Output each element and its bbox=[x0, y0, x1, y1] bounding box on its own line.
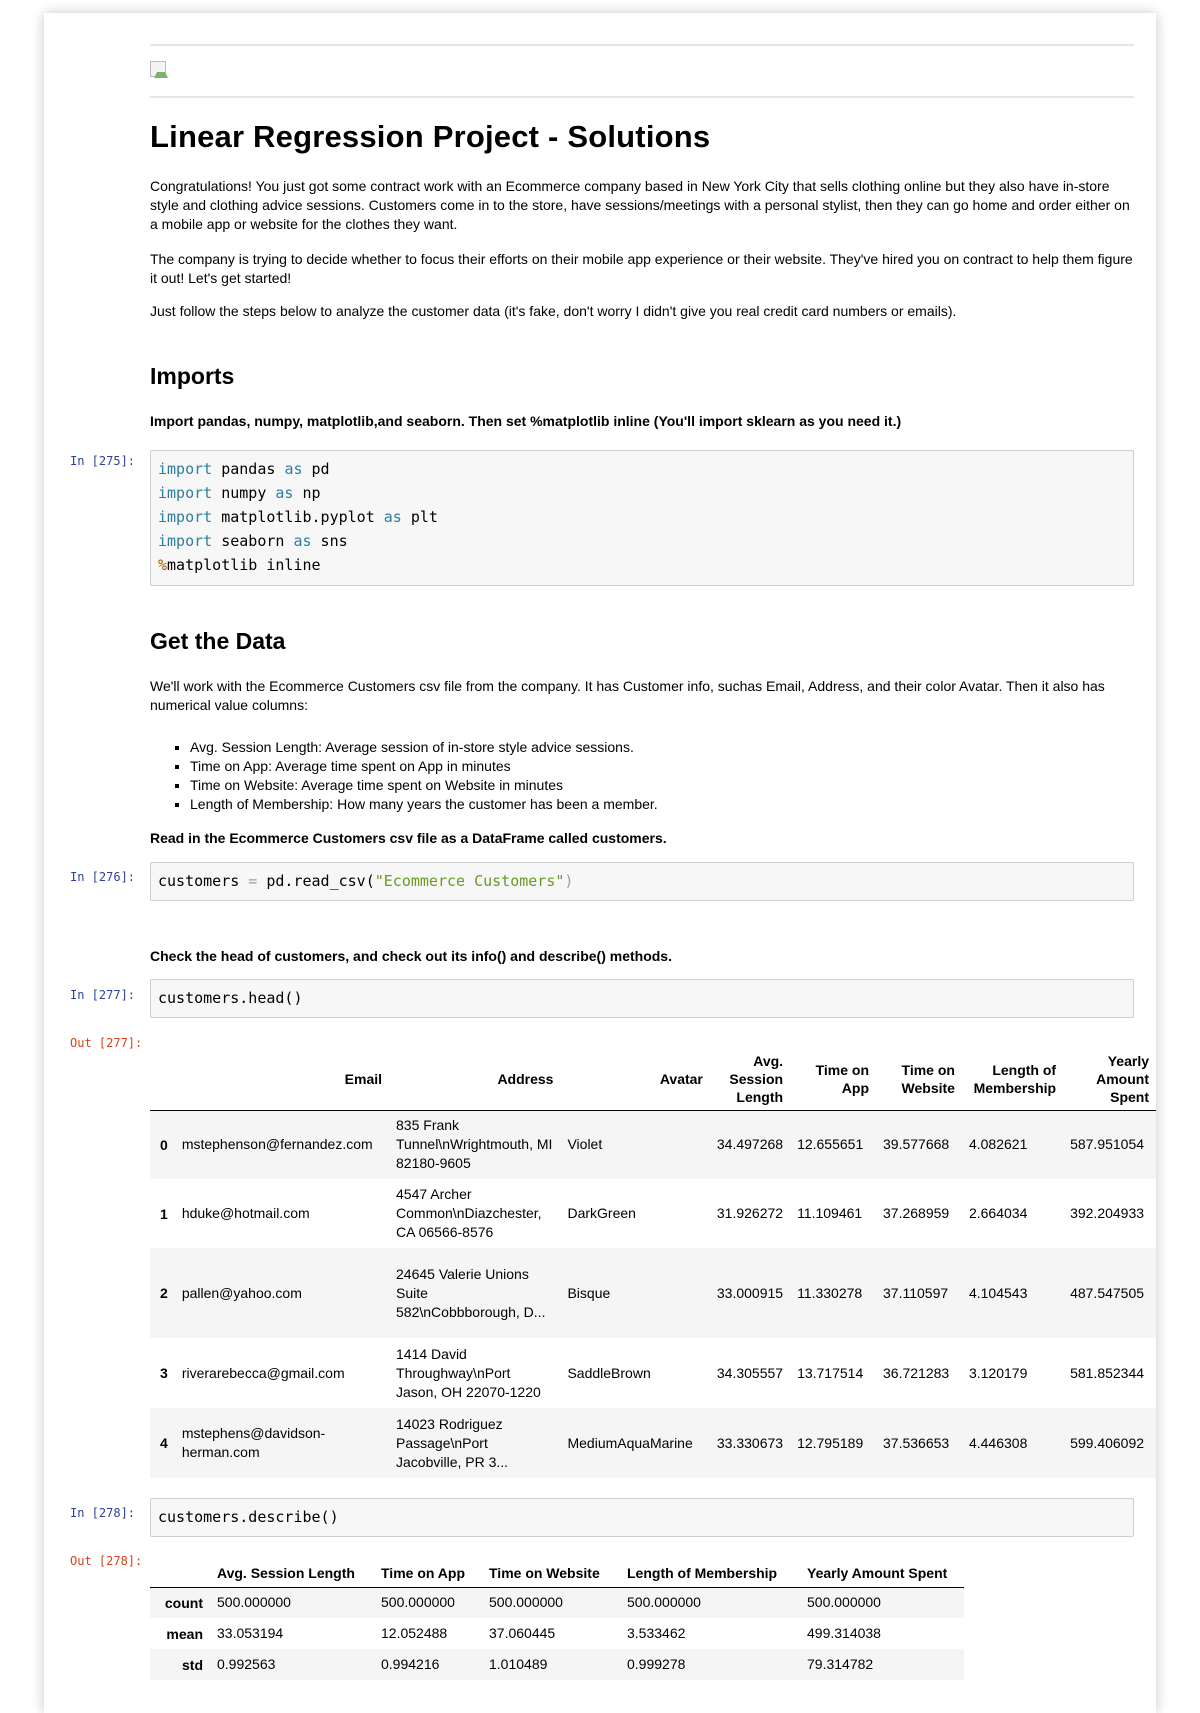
function-call: pd.read_csv( bbox=[266, 872, 375, 890]
value-cell: 4.082621 bbox=[968, 1136, 1028, 1153]
list-item: ▪ Time on App: Average time spent on App in minutes bbox=[190, 757, 658, 776]
value-cell: 500.000000 bbox=[807, 1594, 881, 1611]
list-item: ▪ Avg. Session Length: Average session of in-store style advice sessions. bbox=[190, 738, 658, 757]
row-index: 4 bbox=[160, 1435, 168, 1451]
value-cell: 500.000000 bbox=[217, 1594, 291, 1611]
value-cell: 3.533462 bbox=[627, 1625, 686, 1641]
value-cell: 34.497268 bbox=[716, 1136, 784, 1153]
index-header bbox=[150, 1048, 175, 1110]
value-cell: 33.000915 bbox=[716, 1284, 784, 1301]
column-header: Time on Website bbox=[876, 1048, 962, 1110]
index-header bbox=[150, 1559, 210, 1587]
value-cell: 37.110597 bbox=[883, 1284, 949, 1301]
code-line bbox=[158, 508, 438, 526]
value-cell: 0.992563 bbox=[217, 1656, 276, 1672]
get-data-paragraph: We'll work with the Ecommerce Customers csv file from the company. It has Customer info, suchas Email, Address, and their color Avatar. Then it also has numerical value columns: bbox=[150, 678, 1105, 713]
imports-instruction: Import pandas, numpy, matplotlib,and seaborn. Then set %matplotlib inline (You'll import sklearn as you need it.) bbox=[150, 413, 902, 429]
value-cell: 487.547505 bbox=[1070, 1284, 1145, 1301]
avatar-cell: Violet bbox=[567, 1136, 603, 1153]
table-row bbox=[150, 1179, 1156, 1248]
code-line bbox=[158, 460, 330, 478]
keyword: as bbox=[293, 532, 312, 550]
column-header: Avatar bbox=[560, 1048, 709, 1110]
value-cell: 500.000000 bbox=[381, 1594, 455, 1611]
code-cell-head[interactable]: customers.head() bbox=[150, 979, 1134, 1018]
row-index: count bbox=[164, 1594, 203, 1611]
rule bbox=[150, 96, 1134, 98]
table-row bbox=[150, 1110, 1156, 1179]
address-cell: 1414 David Throughway\nPort Jason, OH 22070-1220 bbox=[396, 1345, 541, 1400]
code-cell-read-csv[interactable] bbox=[150, 862, 1134, 901]
read-instruction: Read in the Ecommerce Customers csv file as a DataFrame called customers. bbox=[150, 830, 667, 846]
address-cell: 835 Frank Tunnel\nWrightmouth, MI 82180-9605 bbox=[396, 1117, 553, 1172]
column-header: Avg. Session Length bbox=[710, 1048, 790, 1110]
value-cell: 12.655651 bbox=[797, 1136, 864, 1153]
avatar-cell: Bisque bbox=[567, 1284, 611, 1301]
column-header: Address bbox=[389, 1048, 560, 1110]
head-instruction: Check the head of customers, and check out its info() and describe() methods. bbox=[150, 948, 672, 964]
value-cell: 12.795189 bbox=[797, 1434, 864, 1451]
table-row bbox=[150, 1587, 964, 1618]
table-row bbox=[150, 1248, 1156, 1338]
alias: pd bbox=[302, 460, 330, 478]
output-prompt: Out [278]: bbox=[70, 1554, 143, 1568]
keyword: import bbox=[158, 508, 213, 526]
value-cell: 0.999278 bbox=[627, 1656, 686, 1672]
top-rule bbox=[150, 44, 1134, 46]
value-cell: 37.268959 bbox=[883, 1205, 950, 1221]
head-dataframe bbox=[150, 1048, 1156, 1478]
paren: ) bbox=[564, 872, 574, 890]
value-cell: 4.446308 bbox=[968, 1434, 1028, 1451]
column-header: Email bbox=[175, 1048, 389, 1110]
email-cell: pallen@yahoo.com bbox=[181, 1284, 302, 1301]
column-header: Length of Membership bbox=[962, 1048, 1063, 1110]
value-cell: 392.204933 bbox=[1070, 1205, 1145, 1221]
value-cell: 599.406092 bbox=[1070, 1434, 1145, 1451]
page-title: Linear Regression Project - Solutions bbox=[150, 119, 711, 154]
alias: np bbox=[293, 484, 321, 502]
value-cell: 3.120179 bbox=[968, 1364, 1028, 1381]
value-cell: 39.577668 bbox=[883, 1136, 950, 1153]
intro-paragraph-2: The company is trying to decide whether to focus their efforts on their mobile app experience or their website. They've hired you on contract to help them figure it out! Let's get started! bbox=[150, 251, 1133, 286]
value-cell: 33.053194 bbox=[217, 1625, 284, 1641]
table-row bbox=[150, 1618, 964, 1649]
input-prompt: In [278]: bbox=[70, 1506, 136, 1520]
value-cell: 2.664034 bbox=[968, 1205, 1028, 1221]
describe-dataframe bbox=[150, 1559, 964, 1680]
table-row bbox=[150, 1338, 1156, 1408]
value-cell: 33.330673 bbox=[716, 1434, 784, 1451]
input-prompt: In [276]: bbox=[70, 870, 136, 884]
address-cell: 24645 Valerie Unions Suite 582\nCobbborough, D... bbox=[396, 1265, 546, 1320]
module: matplotlib.pyplot bbox=[212, 508, 384, 526]
value-cell: 1.010489 bbox=[489, 1656, 548, 1672]
value-cell: 500.000000 bbox=[489, 1594, 563, 1611]
value-cell: 37.536653 bbox=[883, 1434, 950, 1451]
column-header: Yearly Amount Spent bbox=[800, 1559, 964, 1587]
value-cell: 13.717514 bbox=[797, 1364, 864, 1381]
address-cell: 4547 Archer Common\nDiazchester, CA 06566-8576 bbox=[396, 1186, 542, 1240]
describe-output bbox=[150, 1554, 1156, 1684]
keyword: as bbox=[284, 460, 303, 478]
column-header: Time on App bbox=[790, 1048, 876, 1110]
row-index: 1 bbox=[160, 1205, 168, 1222]
email-cell: mstephenson@fernandez.com bbox=[181, 1136, 373, 1153]
list-item: ▪ Time on Website: Average time spent on Website in minutes bbox=[190, 776, 658, 795]
email-cell: mstephens@davidson-herman.com bbox=[181, 1425, 326, 1460]
row-index: 0 bbox=[160, 1136, 168, 1153]
get-data-heading: Get the Data bbox=[150, 628, 286, 654]
module: numpy bbox=[212, 484, 276, 502]
value-cell: 587.951054 bbox=[1070, 1136, 1145, 1153]
table-row bbox=[150, 1649, 964, 1680]
keyword: import bbox=[158, 484, 213, 502]
email-cell: hduke@hotmail.com bbox=[181, 1205, 310, 1221]
value-cell: 11.330278 bbox=[797, 1284, 863, 1301]
value-cell: 79.314782 bbox=[807, 1656, 874, 1672]
code-cell-describe[interactable]: customers.describe() bbox=[150, 1498, 1134, 1537]
row-index: 3 bbox=[160, 1365, 168, 1381]
list-item: ▪ Length of Membership: How many years the customer has been a member. bbox=[190, 795, 658, 814]
row-index: 2 bbox=[160, 1285, 168, 1301]
input-prompt: In [277]: bbox=[70, 988, 136, 1002]
row-index: mean bbox=[166, 1625, 203, 1642]
avatar-cell: DarkGreen bbox=[567, 1205, 636, 1221]
address-cell: 14023 Rodriguez Passage\nPort Jacobville, PR 3... bbox=[396, 1415, 509, 1470]
broken-image-icon bbox=[150, 61, 166, 77]
module: pandas bbox=[212, 460, 285, 478]
code-line bbox=[158, 484, 321, 502]
alias: sns bbox=[311, 532, 348, 550]
keyword: as bbox=[383, 508, 402, 526]
value-cell: 12.052488 bbox=[381, 1625, 448, 1641]
input-prompt: In [275]: bbox=[70, 454, 136, 468]
value-cell: 581.852344 bbox=[1070, 1364, 1145, 1381]
avatar-cell: SaddleBrown bbox=[567, 1364, 651, 1381]
head-output bbox=[150, 1036, 1156, 1481]
table-row bbox=[150, 1408, 1156, 1478]
column-header: Length of Membership bbox=[620, 1559, 800, 1587]
column-header: Avg. Session Length bbox=[210, 1559, 374, 1587]
value-cell: 500.000000 bbox=[627, 1594, 701, 1611]
magic-command: matplotlib inline bbox=[167, 556, 321, 574]
columns-list bbox=[150, 738, 658, 814]
value-cell: 499.314038 bbox=[807, 1625, 881, 1641]
value-cell: 11.109461 bbox=[797, 1205, 863, 1221]
email-cell: riverarebecca@gmail.com bbox=[181, 1364, 345, 1381]
keyword: import bbox=[158, 460, 213, 478]
alias: plt bbox=[401, 508, 438, 526]
column-header: Time on App bbox=[374, 1559, 482, 1587]
value-cell: 37.060445 bbox=[489, 1625, 556, 1641]
intro-paragraph-1: Congratulations! You just got some contract work with an Ecommerce company based in New York City that sells clothing online but they also have in-store style and clothing advice sessions. Customers come in to the store, have sessions/meetings with a personal stylist, then they can go home and order either on a mobile app or website for the clothes they want. bbox=[150, 178, 1130, 232]
module: seaborn bbox=[212, 532, 294, 550]
notebook-page bbox=[44, 13, 1156, 1713]
value-cell: 36.721283 bbox=[883, 1364, 950, 1381]
value-cell: 0.994216 bbox=[381, 1656, 440, 1672]
value-cell: 31.926272 bbox=[716, 1205, 784, 1221]
intro-paragraph-3: Just follow the steps below to analyze the customer data (it's fake, don't worry I didn't give you real credit card numbers or emails). bbox=[150, 303, 957, 319]
operator: = bbox=[239, 872, 267, 890]
code-cell-imports[interactable] bbox=[150, 450, 1134, 586]
column-header: Time on Website bbox=[482, 1559, 620, 1587]
variable: customers bbox=[158, 872, 240, 890]
keyword: as bbox=[275, 484, 294, 502]
value-cell: 34.305557 bbox=[716, 1364, 784, 1381]
code-line bbox=[158, 532, 348, 550]
avatar-cell: MediumAquaMarine bbox=[567, 1434, 693, 1451]
magic-symbol: % bbox=[158, 556, 168, 574]
column-header: Yearly Amount Spent bbox=[1063, 1048, 1156, 1110]
row-index: std bbox=[182, 1656, 203, 1673]
output-prompt: Out [277]: bbox=[70, 1036, 143, 1050]
keyword: import bbox=[158, 532, 213, 550]
imports-heading: Imports bbox=[150, 363, 235, 389]
string-literal: "Ecommerce Customers" bbox=[374, 872, 565, 890]
code-line bbox=[158, 556, 321, 574]
value-cell: 4.104543 bbox=[968, 1284, 1028, 1301]
